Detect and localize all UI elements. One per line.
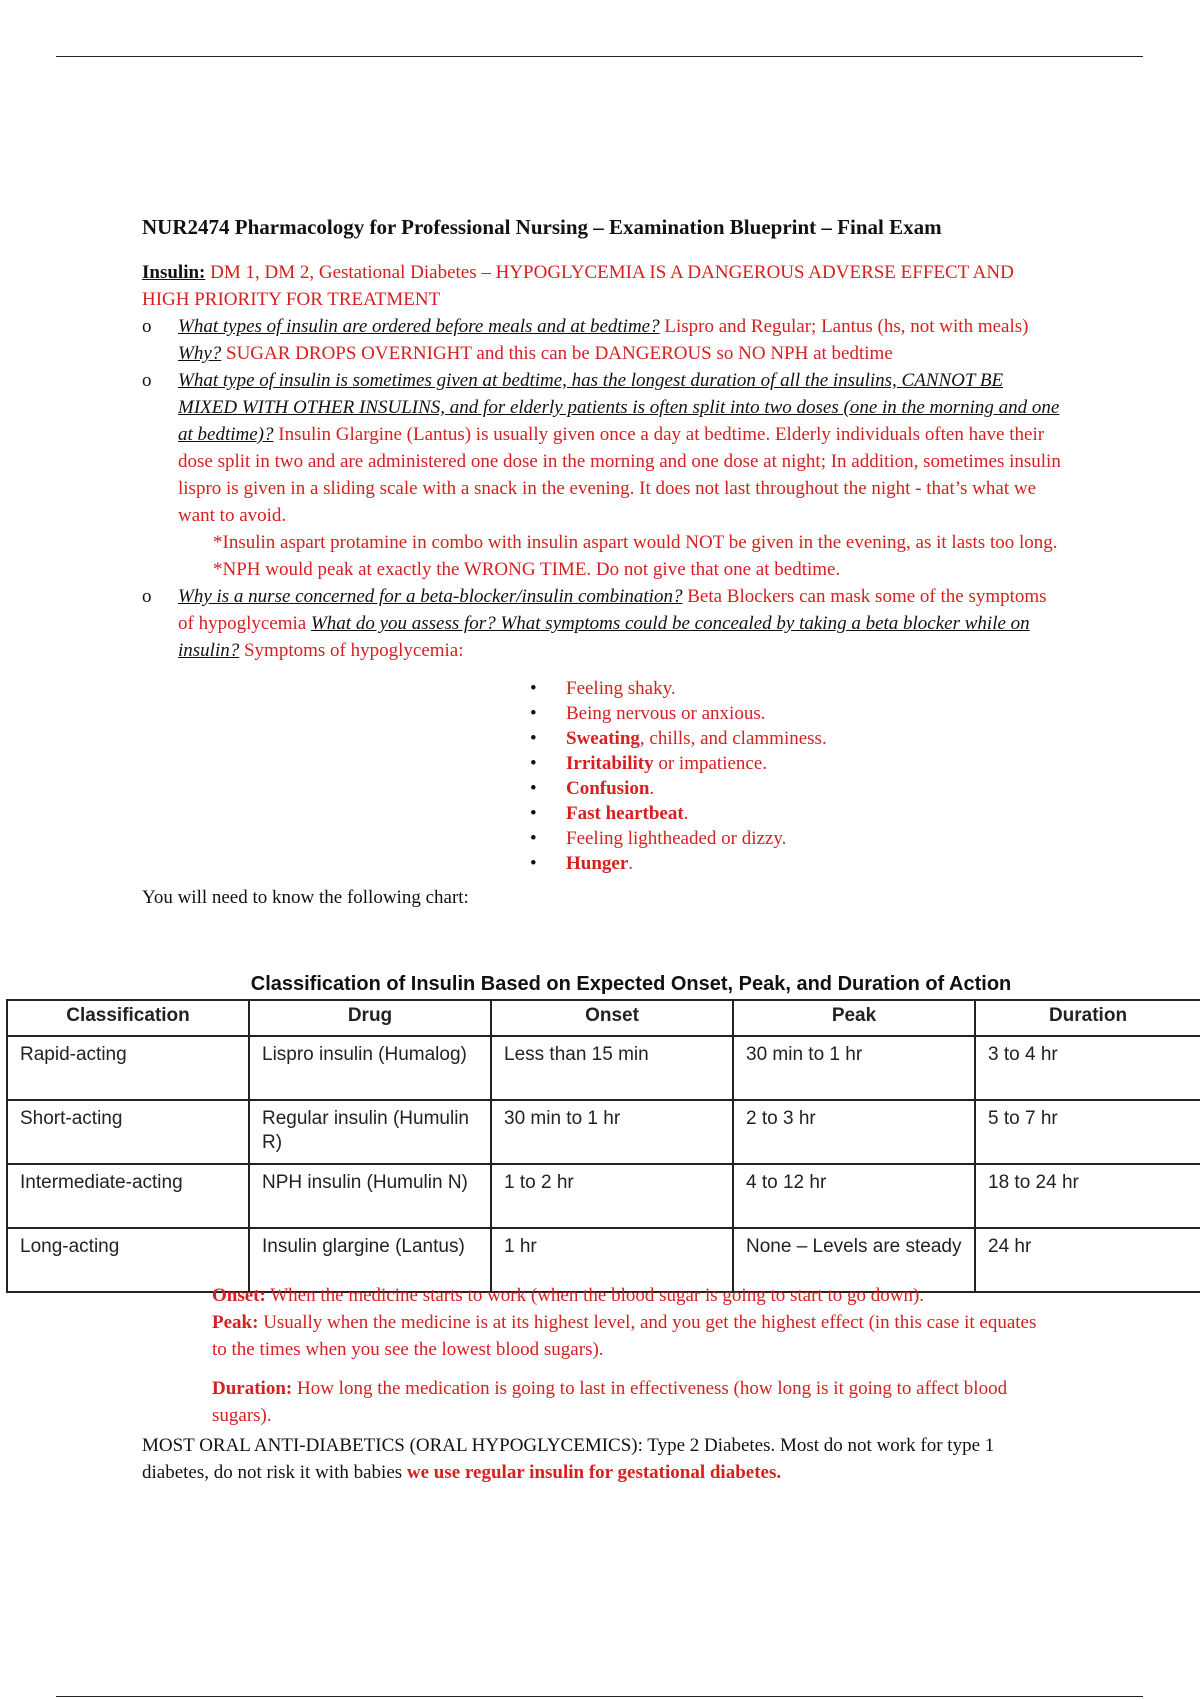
list-item: • Sweating, chills, and clamminess. — [530, 728, 827, 749]
table-cell: 30 min to 1 hr — [491, 1100, 733, 1164]
bullet-icon: • — [530, 753, 537, 774]
list-item: • Hunger. — [530, 853, 634, 874]
document-title: NUR2474 Pharmacology for Professional Nursing – Examination Blueprint – Final Exam — [142, 215, 942, 239]
oral-emphasis: we use regular insulin for gestational diabetes. — [406, 1462, 782, 1483]
table-title: Classification of Insulin Based on Expected Onset, Peak, and Duration of Action — [250, 973, 1012, 995]
symptom-list — [142, 676, 1062, 876]
table-cell: Insulin glargine (Lantus) — [249, 1228, 491, 1292]
table-cell: 2 to 3 hr — [733, 1100, 975, 1164]
table-row — [7, 1100, 1200, 1164]
list-item: • Fast heartbeat. — [530, 803, 689, 824]
question-item — [142, 367, 1062, 583]
bullet-icon: • — [530, 728, 537, 749]
table-cell: 18 to 24 hr — [975, 1164, 1200, 1228]
table-row — [7, 1036, 1200, 1100]
question-text: What type of insulin is sometimes given at bedtime, has the longest duration of all the insulins, CANNOT BE MIXED WITH OTHER INSULINS, and for elderly patients is often split into two doses (one in the morning and one at bedtime)? — [178, 370, 1060, 445]
insulin-label: Insulin: — [142, 262, 206, 283]
question-text: What do you assess for? What symptoms could be concealed by taking a beta blocker while on insulin? — [178, 613, 1030, 661]
table-cell: 1 hr — [491, 1228, 733, 1292]
question-list — [142, 313, 1062, 664]
question-text: What types of insulin are ordered before meals and at bedtime? — [178, 316, 660, 337]
table-header-row — [7, 1000, 1200, 1036]
definitions — [212, 1282, 1042, 1429]
top-rule — [56, 56, 1143, 57]
oral-antidiabetics-paragraph — [142, 1432, 1062, 1486]
bottom-rule — [56, 1696, 1143, 1697]
list-marker: o — [142, 586, 152, 607]
list-item: • Feeling shaky. — [530, 678, 676, 699]
note: *Insulin aspart protamine in combo with insulin aspart would NOT be given in the evening, as it lasts too long. — [213, 532, 1058, 553]
question-text: Why is a nurse concerned for a beta-blocker/insulin combination? — [178, 586, 683, 607]
question-text: Why? — [178, 343, 222, 364]
table-cell: 24 hr — [975, 1228, 1200, 1292]
document-body — [142, 214, 1062, 911]
table-cell: Regular insulin (Humulin R) — [249, 1100, 491, 1164]
bullet-icon: • — [530, 778, 537, 799]
table-cell: None – Levels are steady — [733, 1228, 975, 1292]
bullet-icon: • — [530, 703, 537, 724]
oral-text: MOST ORAL ANTI-DIABETICS (ORAL HYPOGLYCEMICS): Type 2 Diabetes. Most do not work for type 1 diabetes, do not risk it with babies — [142, 1435, 995, 1483]
table-cell: 3 to 4 hr — [975, 1036, 1200, 1100]
definition-onset: Onset: When the medicine starts to work (when the blood sugar is going to start to go down). — [212, 1285, 925, 1306]
column-header: Drug — [249, 1000, 491, 1036]
bullet-icon: • — [530, 678, 537, 699]
table-cell: 5 to 7 hr — [975, 1100, 1200, 1164]
chart-intro: You will need to know the following chart: — [142, 887, 469, 908]
list-marker: o — [142, 316, 152, 337]
table-cell: Rapid-acting — [7, 1036, 249, 1100]
column-header: Peak — [733, 1000, 975, 1036]
list-item: • Being nervous or anxious. — [530, 703, 766, 724]
table-cell: 4 to 12 hr — [733, 1164, 975, 1228]
list-item: • Feeling lightheaded or dizzy. — [530, 828, 787, 849]
insulin-intro-text: DM 1, DM 2, Gestational Diabetes – HYPOGLYCEMIA IS A DANGEROUS ADVERSE EFFECT AND HIGH PRIORITY FOR TREATMENT — [142, 262, 1014, 310]
answer-text: Beta Blockers can mask some of the symptoms of hypoglycemia — [178, 586, 1047, 634]
answer-text: Lispro and Regular; Lantus (hs, not with meals) — [659, 316, 1029, 337]
table-cell: 30 min to 1 hr — [733, 1036, 975, 1100]
column-header: Onset — [491, 1000, 733, 1036]
list-marker: o — [142, 370, 152, 391]
answer-text: SUGAR DROPS OVERNIGHT and this can be DANGEROUS so NO NPH at bedtime — [221, 343, 893, 364]
definition-peak: Peak: Usually when the medicine is at its highest level, and you get the highest effect (in this case it equates to the times when you see the lowest blood sugars). — [212, 1312, 1037, 1360]
table-cell: Short-acting — [7, 1100, 249, 1164]
question-item — [142, 313, 1062, 367]
table-cell: 1 to 2 hr — [491, 1164, 733, 1228]
answer-text: Symptoms of hypoglycemia: — [239, 640, 464, 661]
table-cell: Intermediate-acting — [7, 1164, 249, 1228]
insulin-intro — [142, 259, 1062, 313]
bullet-icon: • — [530, 828, 537, 849]
definition-duration: Duration: How long the medication is going to last in effectiveness (how long is it going to affect blood sugars). — [212, 1378, 1008, 1426]
list-item: • Irritability or impatience. — [530, 753, 768, 774]
insulin-table — [6, 999, 1200, 1293]
table-cell: Long-acting — [7, 1228, 249, 1292]
column-header: Classification — [7, 1000, 249, 1036]
table-row — [7, 1164, 1200, 1228]
list-item: • Confusion. — [530, 778, 655, 799]
table-cell: Less than 15 min — [491, 1036, 733, 1100]
note: *NPH would peak at exactly the WRONG TIME. Do not give that one at bedtime. — [213, 559, 841, 580]
bullet-icon: • — [530, 803, 537, 824]
table-cell: NPH insulin (Humulin N) — [249, 1164, 491, 1228]
question-item — [142, 583, 1062, 664]
table-cell: Lispro insulin (Humalog) — [249, 1036, 491, 1100]
bullet-icon: • — [530, 853, 537, 874]
column-header: Duration — [975, 1000, 1200, 1036]
answer-text: Insulin Glargine (Lantus) is usually given once a day at bedtime. Elderly individuals often have their dose split in two and are administered one dose in the morning and one dose at night; In addition, sometimes insulin lispro is given in a sliding scale with a snack in the evening. It does not last throughout the night - that’s what we want to avoid. — [178, 424, 1061, 526]
